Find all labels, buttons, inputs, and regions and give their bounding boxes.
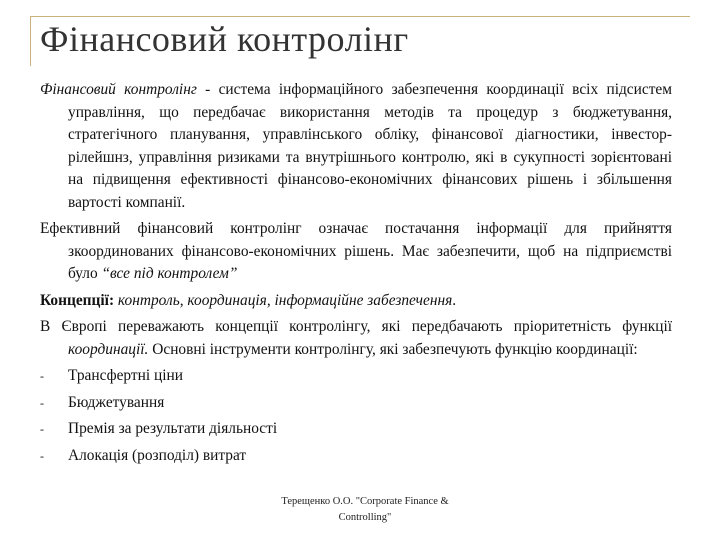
list-item-label: Алокація (розподіл) витрат: [68, 446, 247, 464]
definition-paragraph: [40, 79, 672, 214]
bullet-dash: -: [40, 422, 44, 436]
concepts-list: контроль, координація, інформаційне забезпечення: [114, 291, 453, 309]
footer-citation: [250, 494, 480, 526]
coordination-emphasis: координації.: [68, 340, 149, 358]
list-item-label: Бюджетування: [68, 393, 165, 411]
list-item: [40, 445, 672, 468]
effective-controlling-paragraph: [40, 218, 672, 286]
footer-line-2: Controlling": [338, 512, 392, 523]
definition-text: - система інформаційного забезпечення координації всіх підсистем управління, що передбачає використання методів та процедур з бюджетування, стратегічного планування, управлінського обліку, фінансової діагностики, інвестор-рілейшнз, управління ризиками та внутрішнього контролю, які в сукупності зорієнтовані на підвищення ефективності фінансово-економічних фінансових рішень і збільшення вартості компанії.: [68, 81, 672, 211]
list-item: [40, 365, 672, 388]
left-accent-line: [30, 16, 31, 66]
concepts-paragraph: [40, 290, 672, 313]
concepts-label: Концепції:: [40, 291, 115, 309]
slide-title: Фінансовий контролінг: [40, 19, 409, 59]
list-item-label: Премія за результати діяльності: [68, 420, 278, 437]
list-item: [40, 392, 672, 415]
concepts-period: .: [452, 291, 457, 309]
europe-text-b: Основні інструменти контролінгу, які забезпечують функцію координації:: [148, 340, 638, 358]
bullet-dash: -: [40, 395, 44, 410]
top-accent-line: [30, 16, 690, 17]
europe-paragraph: [40, 316, 672, 361]
effective-text: Ефективний фінансовий контролінг означає постачання інформації для прийняття зкоординованих фінансово-економічних рішень. Має забезпечити, щоб на підприємстві було: [40, 220, 672, 282]
europe-text-a: В Європі переважають концепції контролінгу, які передбачають пріоритетність функції: [40, 318, 672, 335]
definition-term: Фінансовий контролінг: [40, 81, 197, 98]
list-item: [40, 418, 672, 441]
bullet-dash: -: [40, 369, 44, 383]
bullet-dash: -: [40, 448, 44, 463]
under-control-quote: “все під контролем”: [101, 265, 238, 282]
slide-body: [40, 79, 672, 471]
footer-line-1: Терещенко О.О. "Corporate Finance &: [281, 496, 449, 507]
list-item-label: Трансфертні ціни: [68, 367, 183, 384]
